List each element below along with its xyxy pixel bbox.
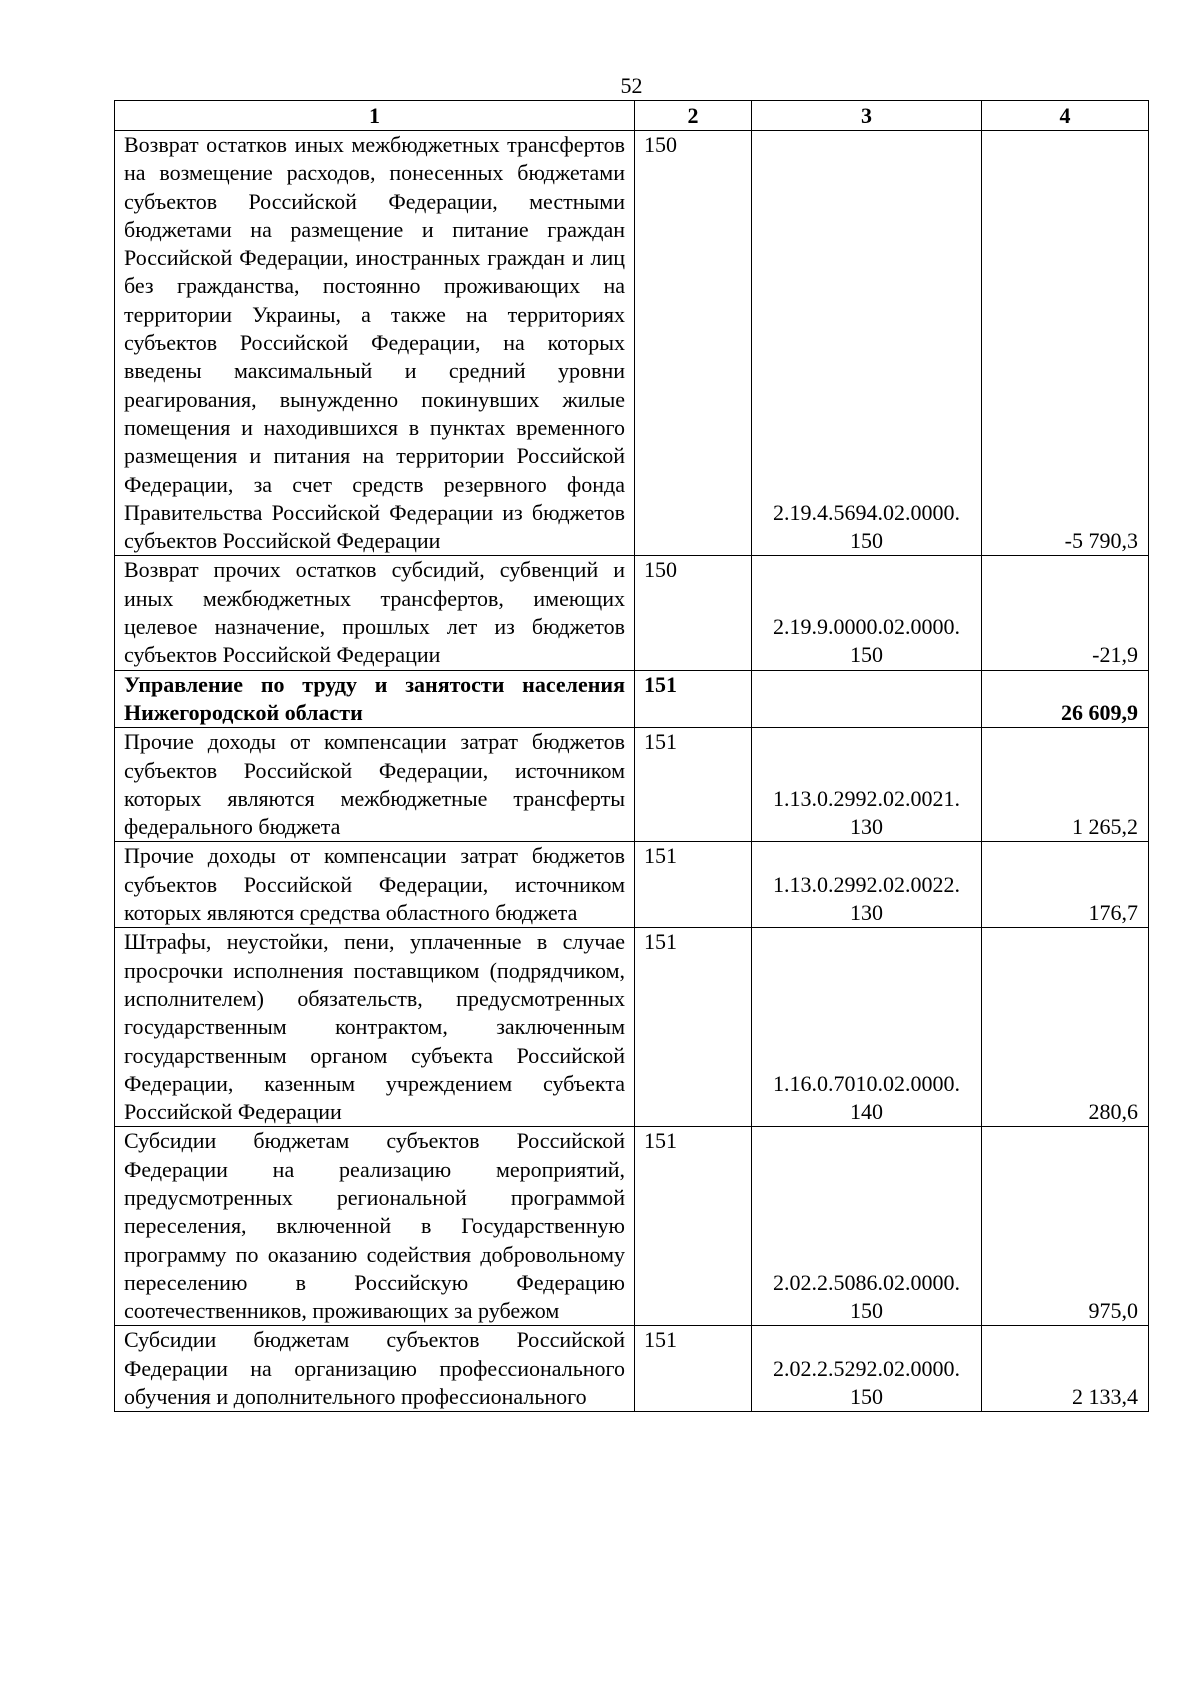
code-line-2: 150 (850, 528, 883, 554)
row-amount (982, 928, 1149, 1127)
classification-code-text (752, 1355, 981, 1412)
row-admin-code: 151 (635, 1326, 752, 1412)
row-name: Прочие доходы от компенсации затрат бюджетов субъектов Российской Федерации, источником которых являются межбюджетные трансферты федерального бюджета (115, 728, 635, 842)
row-amount (982, 842, 1149, 928)
code-line-1: 2.02.2.5292.02.0000. (773, 1355, 960, 1381)
row-admin-code: 151 (635, 928, 752, 1127)
row-amount (982, 670, 1149, 728)
row-classification-code (752, 1127, 982, 1326)
code-line-2: 130 (850, 814, 883, 840)
row-classification-code (752, 556, 982, 670)
code-line-1: 1.16.0.7010.02.0000. (773, 1070, 960, 1096)
row-admin-code: 151 (635, 670, 752, 728)
classification-code-text (752, 785, 981, 842)
row-admin-code: 151 (635, 1127, 752, 1326)
code-line-2: 150 (850, 1384, 883, 1410)
table-body (115, 131, 1149, 1412)
amount-value: 1 265,2 (1072, 814, 1138, 840)
code-line-2: 150 (850, 1298, 883, 1324)
row-admin-code: 151 (635, 842, 752, 928)
row-amount (982, 556, 1149, 670)
column-header-1: 1 (115, 101, 635, 131)
code-line-2: 140 (850, 1099, 883, 1125)
row-classification-code (752, 131, 982, 556)
page-number: 52 (620, 73, 643, 98)
column-header-4: 4 (982, 101, 1149, 131)
row-classification-code (752, 928, 982, 1127)
row-name: Возврат остатков иных межбюджетных трансфертов на возмещение расходов, понесенных бюджетами субъектов Российской Федерации, местными бюджетами на размещение и питание граждан Российской Федерации, иностранных граждан и лиц без гражданства, постоянно проживающих на территории Украины, а также на территориях субъектов Российской Федерации, на которых введены максимальный и средний уровни реагирования, вынужденно покинувших жилые помещения и находившихся в пунктах временного размещения и питания на территории Российской Федерации, за счет средств резервного фонда Правительства Российской Федерации из бюджетов субъектов Российской Федерации (115, 131, 635, 556)
table-row (115, 842, 1149, 928)
code-line-2: 130 (850, 900, 883, 926)
code-line-2: 150 (850, 642, 883, 668)
row-name: Субсидии бюджетам субъектов Российской Федерации на реализацию мероприятий, предусмотренных региональной программой переселения, включенной в Государственную программу по оказанию содействия добровольному переселению в Российскую Федерацию соотечественников, проживающих за рубежом (115, 1127, 635, 1326)
amount-value: 26 609,9 (1061, 699, 1138, 725)
revenue-table (114, 100, 1149, 1412)
table-row (115, 1127, 1149, 1326)
row-admin-code: 151 (635, 728, 752, 842)
amount-value: -21,9 (1092, 642, 1138, 668)
classification-code-text (752, 871, 981, 928)
row-name: Возврат прочих остатков субсидий, субвенций и иных межбюджетных трансфертов, имеющих целевое назначение, прошлых лет из бюджетов субъектов Российской Федерации (115, 556, 635, 670)
classification-code-text (752, 613, 981, 670)
code-line-1: 2.02.2.5086.02.0000. (773, 1269, 960, 1295)
row-classification-code (752, 842, 982, 928)
amount-value: -5 790,3 (1064, 528, 1138, 554)
table-row (115, 131, 1149, 556)
row-name: Прочие доходы от компенсации затрат бюджетов субъектов Российской Федерации, источником которых являются средства областного бюджета (115, 842, 635, 928)
classification-code-text (752, 499, 981, 556)
classification-code-text (752, 1269, 981, 1326)
table-row (115, 556, 1149, 670)
code-line-1: 1.13.0.2992.02.0022. (773, 871, 960, 897)
table-header-row (115, 101, 1149, 131)
amount-value: 975,0 (1088, 1298, 1138, 1324)
classification-code-text (752, 1070, 981, 1127)
row-amount (982, 131, 1149, 556)
row-classification-code (752, 670, 982, 728)
row-admin-code: 150 (635, 556, 752, 670)
table-row (115, 928, 1149, 1127)
row-admin-code: 150 (635, 131, 752, 556)
row-name: Субсидии бюджетам субъектов Российской Федерации на организацию профессионального обучения и дополнительного профессионального (115, 1326, 635, 1412)
table-row (115, 670, 1149, 728)
code-line-1: 1.13.0.2992.02.0021. (773, 785, 960, 811)
row-classification-code (752, 728, 982, 842)
amount-value: 280,6 (1088, 1099, 1138, 1125)
row-name: Управление по труду и занятости населения Нижегородской области (115, 670, 635, 728)
table-row (115, 728, 1149, 842)
table-row (115, 1326, 1149, 1412)
row-amount (982, 1127, 1149, 1326)
column-header-2: 2 (635, 101, 752, 131)
column-header-3: 3 (752, 101, 982, 131)
amount-value: 2 133,4 (1072, 1384, 1138, 1410)
row-classification-code (752, 1326, 982, 1412)
amount-value: 176,7 (1088, 900, 1138, 926)
row-name: Штрафы, неустойки, пени, уплаченные в случае просрочки исполнения поставщиком (подрядчиком, исполнителем) обязательств, предусмотренных государственным контрактом, заключенным государственным органом субъекта Российской Федерации, казенным учреждением субъекта Российской Федерации (115, 928, 635, 1127)
row-amount (982, 1326, 1149, 1412)
code-line-1: 2.19.4.5694.02.0000. (773, 499, 960, 525)
row-amount (982, 728, 1149, 842)
code-line-1: 2.19.9.0000.02.0000. (773, 614, 960, 640)
